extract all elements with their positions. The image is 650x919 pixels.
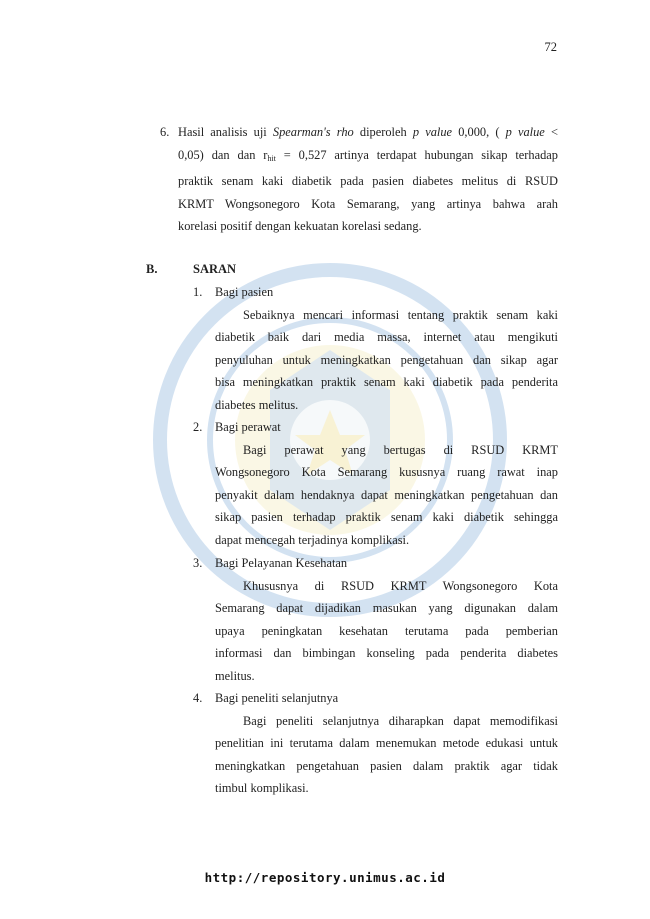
saran-item-3: [193, 552, 558, 688]
item-number: 2.: [193, 420, 203, 434]
paragraph-line: sikap pasien terhadap praktik senam kaki diabetik sehingga: [215, 510, 558, 525]
page-number: 72: [544, 40, 557, 54]
paragraph-line: informasi dan bimbingan konseling pada penderita diabetes: [215, 646, 558, 661]
saran-item-4: [193, 687, 558, 800]
paragraph-line: Bagi perawat yang bertugas di RSUD KRMT: [243, 442, 558, 457]
repository-url-footer[interactable]: http://repository.unimus.ac.id: [204, 870, 446, 885]
item6-line-3: praktik senam kaki diabetik pada pasien diabetes melitus di RSUD: [178, 174, 558, 189]
paragraph-line: timbul komplikasi.: [215, 781, 309, 796]
item-number: 1.: [193, 285, 203, 299]
item6-line-5: korelasi positif dengan kekuatan korelasi sedang.: [178, 219, 422, 234]
saran-item-1: [193, 281, 558, 417]
paragraph-line: Khususnya di RSUD KRMT Wongsonegoro Kota: [243, 578, 558, 593]
section-letter: B.: [146, 262, 158, 276]
paragraph-line: bisa meningkatkan praktik senam kaki diabetik pada penderita: [215, 375, 558, 390]
paragraph-line: penyuluhan untuk meningkatkan pengetahuan dan sikap agar: [215, 352, 558, 367]
paragraph-line: diabetik baik dari media massa, internet atau mengikuti: [215, 330, 558, 345]
item6-line-4: KRMT Wongsonegoro Kota Semarang, yang artinya bahwa arah: [178, 196, 558, 211]
paragraph-line: meningkatkan pengetahuan pasien dalam praktik agar tidak: [215, 758, 558, 773]
paragraph-line: diabetes melitus.: [215, 397, 299, 412]
item-number: 4.: [193, 691, 203, 705]
paragraph-line: Wongsonegoro Kota Semarang kususnya ruang rawat inap: [215, 465, 558, 480]
paragraph-line: Sebaiknya mencari informasi tentang praktik senam kaki: [243, 307, 558, 322]
section-title: SARAN: [193, 262, 237, 276]
conclusion-item-6: [160, 121, 558, 238]
item-heading: Bagi peneliti selanjutnya: [215, 691, 339, 705]
item6-line-1: Hasil analisis uji Spearman's rho diperoleh p value 0,000, ( p value <: [178, 125, 558, 139]
paragraph-line: melitus.: [215, 668, 255, 683]
paragraph-line: penyakit dalam hendaknya dapat meningkatkan pengetahuan dan: [215, 487, 558, 502]
paragraph-line: Semarang dapat dijadikan masukan yang digunakan dalam: [215, 601, 558, 616]
item-heading: Bagi perawat: [215, 420, 281, 434]
paragraph-line: upaya peningkatan kesehatan terutama pada pemberian: [215, 623, 558, 638]
paragraph-line: penelitian ini terutama dalam menemukan metode edukasi untuk: [215, 736, 558, 751]
item-heading: Bagi pasien: [215, 285, 274, 299]
paragraph-line: dapat mencegah terjadinya komplikasi.: [215, 532, 410, 547]
item-heading: Bagi Pelayanan Kesehatan: [215, 556, 348, 570]
item-number: 3.: [193, 556, 203, 570]
item6-line-2: 0,05) dan dan $r_{hit} = 0,527$ artinya terdapat hubungan sikap terhadap: [178, 147, 559, 163]
saran-item-2: [193, 416, 558, 552]
paragraph-line: Bagi peneliti selanjutnya diharapkan dapat memodifikasi: [243, 713, 558, 728]
item-number: 6.: [160, 125, 170, 139]
